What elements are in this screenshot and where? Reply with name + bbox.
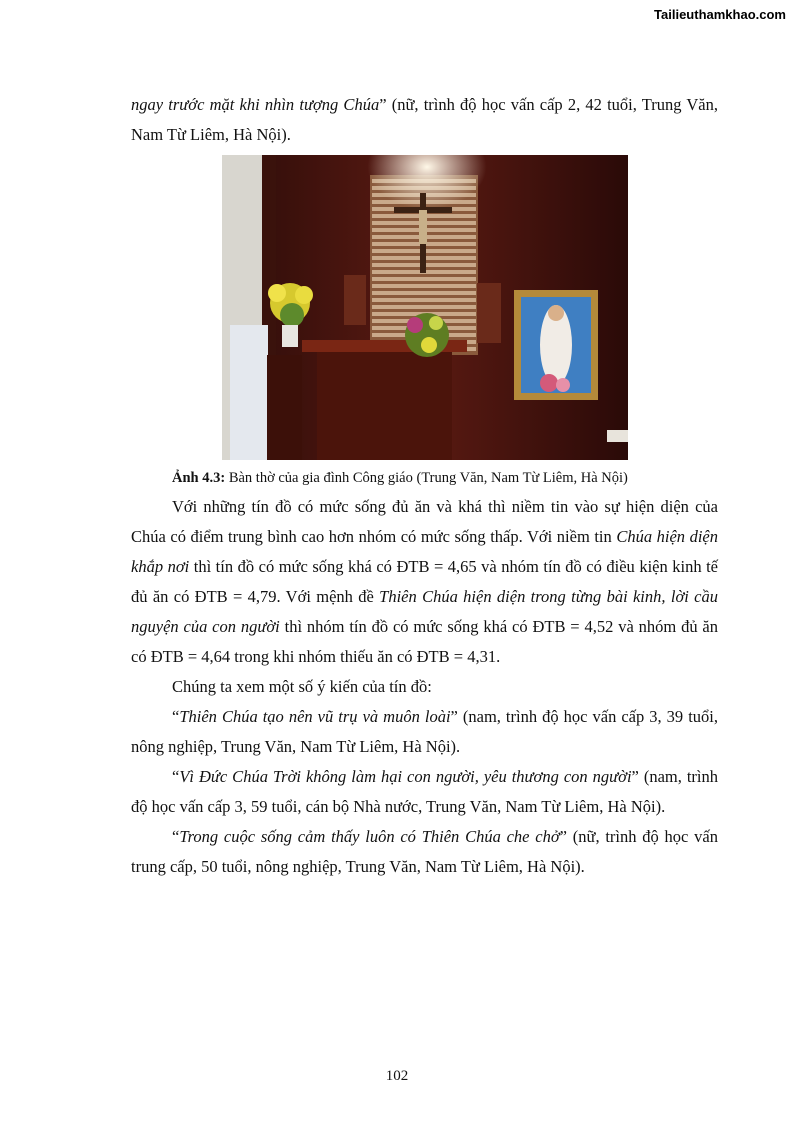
photo-caption [131, 467, 718, 489]
blind-slat [372, 305, 476, 309]
altar-photo [222, 155, 628, 460]
quote-1 [131, 702, 718, 762]
q2-rest: ” (nam, trình độ học vấn cấp 3, 59 tuổi, cán bộ Nhà nước, Trung Văn, Nam Từ Liêm, Hà Nội). [131, 767, 718, 816]
altar-table [267, 340, 467, 460]
body-text [131, 492, 718, 882]
q2-open: “ [172, 767, 180, 786]
blind-slat [372, 291, 476, 295]
p1-italic-1: Chúa hiện diện khắp nơi [131, 527, 718, 576]
divine-mercy-painting [514, 290, 598, 400]
q3-italic: Trong cuộc sống cảm thấy luôn có Thiên Chúa che chở [179, 827, 560, 846]
paragraph-1 [131, 492, 718, 672]
blind-slat [372, 298, 476, 302]
blind-slat [372, 277, 476, 281]
caption-label: Ảnh 4.3: [172, 470, 226, 486]
flower-basket-icon [405, 313, 449, 357]
small-shrine-left [344, 275, 366, 325]
q3-rest: ” (nữ, trình độ học vấn trung cấp, 50 tuổi, nông nghiệp, Trung Văn, Nam Từ Liêm, Hà Nội). [131, 827, 718, 876]
intro-quote-italic: ngay trước mặt khi nhìn tượng Chúa [131, 95, 380, 114]
small-shrine-right [477, 283, 501, 343]
quote-3 [131, 822, 718, 882]
electric-fan [230, 325, 268, 460]
q2-italic: Vì Đức Chúa Trời không làm hại con người, yêu thương con người [179, 767, 632, 786]
p1-text-c: thì nhóm tín đồ có mức sống khá có ĐTB = 4,52 và nhóm đủ ăn có ĐTB = 4,64 trong khi nhóm thiếu ăn có ĐTB = 4,31. [131, 617, 718, 666]
intro-quote-rest: ” (nữ, trình độ học vấn cấp 2, 42 tuổi, Trung Văn, Nam Từ Liêm, Hà Nội). [131, 95, 718, 144]
q1-open: “ [172, 707, 180, 726]
p1-italic-2: Thiên Chúa hiện diện trong từng bài kinh, lời cầu nguyện của con người [131, 587, 718, 636]
quote-2 [131, 762, 718, 822]
caption-text: Bàn thờ của gia đình Công giáo (Trung Văn, Nam Từ Liêm, Hà Nội) [225, 470, 628, 486]
page-number: 102 [385, 1068, 409, 1084]
intro-paragraph [131, 90, 718, 150]
q1-italic: Thiên Chúa tạo nên vũ trụ và muôn loài [179, 707, 451, 726]
q3-open: “ [172, 827, 180, 846]
paragraph-2: Chúng ta xem một số ý kiến của tín đồ: [172, 677, 432, 696]
p1-text-b: thì tín đồ có mức sống khá có ĐTB = 4,65 và nhóm tín đồ có điều kiện kinh tế đủ ăn có ĐTB = 4,79. Với mệnh đề [131, 557, 718, 606]
watermark: Tailieuthamkhao.com [654, 7, 786, 22]
q1-rest: ” (nam, trình độ học vấn cấp 3, 39 tuổi, nông nghiệp, Trung Văn, Nam Từ Liêm, Hà Nội). [131, 707, 718, 756]
p1-text-a: Với những tín đồ có mức sống đủ ăn và khá thì niềm tin vào sự hiện diện của Chúa có điểm trung bình cao hơn nhóm có mức sống thấp. Với niềm tin [131, 497, 718, 546]
blind-slat [372, 284, 476, 288]
